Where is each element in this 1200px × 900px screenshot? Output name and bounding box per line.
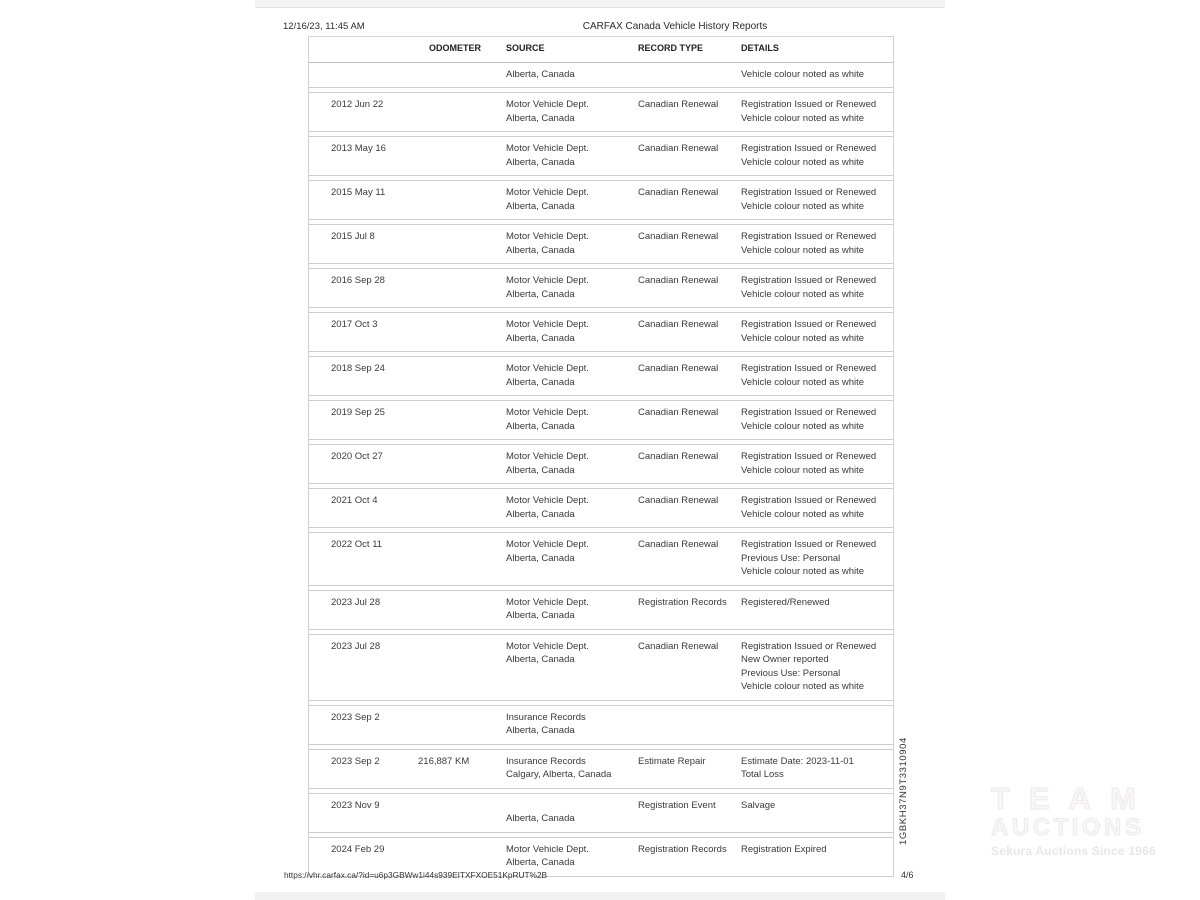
column-header-date [309, 42, 418, 56]
cell-source: Motor Vehicle Dept. Alberta, Canada [506, 143, 589, 168]
cell-record-type: Canadian Renewal [638, 539, 719, 550]
cell-details: Registration Issued or Renewed Vehicle colour noted as white [741, 231, 877, 256]
cell-date: 2022 Oct 11 [331, 539, 383, 550]
cell-date: 2013 May 16 [331, 143, 386, 154]
cell-odometer [418, 799, 506, 826]
cell-record-type: Registration Event [638, 799, 716, 811]
cell-odometer [418, 318, 506, 345]
cell-details: Registration Issued or Renewed Vehicle colour noted as white [741, 451, 877, 476]
cell-odometer [418, 406, 506, 433]
cell-record-type: Canadian Renewal [638, 187, 719, 198]
cell-date: 2023 Nov 9 [331, 799, 380, 811]
cell-record-type: Canadian Renewal [638, 99, 719, 110]
cell-source: Motor Vehicle Dept. Alberta, Canada [506, 596, 589, 621]
watermark-tagline: Sekura Auctions Since 1966 [991, 844, 1156, 858]
table-row [309, 400, 893, 440]
table-row [309, 634, 893, 701]
cell-record-type: Canadian Renewal [638, 143, 719, 154]
cell-details: Registration Issued or Renewed New Owner reported Previous Use: Personal Vehicle colour noted as white [741, 640, 877, 692]
history-table-body [309, 63, 893, 877]
cell-date: 2018 Sep 24 [331, 363, 385, 374]
cell-date: 2024 Feb 29 [331, 843, 385, 855]
cell-date: 2023 Jul 28 [331, 640, 381, 652]
column-header-odometer: ODOMETER [429, 43, 482, 53]
cell-odometer [418, 450, 506, 477]
cell-details: Registration Expired [741, 843, 827, 855]
page-number: 4/6 [901, 870, 914, 880]
table-row [309, 590, 893, 630]
cell-record-type [638, 711, 741, 738]
history-table [308, 36, 894, 877]
table-header-row [309, 37, 893, 63]
cell-record-type: Canadian Renewal [638, 451, 719, 462]
cell-source: Alberta, Canada [506, 813, 575, 824]
cell-details: Registration Issued or Renewed Vehicle colour noted as white [741, 407, 877, 432]
cell-details: Registration Issued or Renewed Vehicle colour noted as white [741, 143, 877, 168]
cell-record-type: Canadian Renewal [638, 407, 719, 418]
table-row [309, 444, 893, 484]
cell-source: Motor Vehicle Dept. Alberta, Canada [506, 539, 589, 564]
cell-source: Motor Vehicle Dept. Alberta, Canada [506, 363, 589, 388]
table-row [309, 532, 893, 586]
cell-odometer [418, 538, 506, 579]
page-top-edge [255, 0, 945, 8]
table-row [309, 180, 893, 220]
cell-record-type: Canadian Renewal [638, 231, 719, 242]
cell-source: Motor Vehicle Dept. Alberta, Canada [506, 640, 589, 665]
table-row [309, 63, 893, 89]
cell-source: Insurance Records Calgary, Alberta, Canada [506, 755, 612, 780]
report-title: CARFAX Canada Vehicle History Reports [582, 21, 768, 32]
table-row [309, 136, 893, 176]
watermark-auctions: AUCTIONS [991, 814, 1145, 841]
footer-url: https://vhr.carfax.ca/?id=u6p3GBWw1i44s939EITXFXOE51KpRUT%2B [284, 870, 548, 880]
cell-odometer [418, 274, 506, 301]
cell-odometer [418, 640, 506, 694]
cell-source: Motor Vehicle Dept. Alberta, Canada [506, 99, 589, 124]
cell-source: Motor Vehicle Dept. Alberta, Canada [506, 451, 589, 476]
watermark-team: TEAM [991, 781, 1155, 816]
cell-odometer [418, 596, 506, 623]
cell-source: Motor Vehicle Dept. Alberta, Canada [506, 231, 589, 256]
cell-odometer [418, 98, 506, 125]
cell-date: 2016 Sep 28 [331, 275, 385, 286]
column-header-record-type: RECORD TYPE [638, 43, 704, 53]
cell-record-type: Canadian Renewal [638, 640, 719, 652]
cell-source: Motor Vehicle Dept. Alberta, Canada [506, 495, 589, 520]
print-timestamp: 12/16/23, 11:45 AM [283, 21, 365, 32]
cell-source: Motor Vehicle Dept. Alberta, Canada [506, 843, 589, 868]
cell-details: Registration Issued or Renewed Vehicle colour noted as white [741, 495, 877, 520]
cell-odometer [418, 362, 506, 389]
cell-details: Registration Issued or Renewed Vehicle colour noted as white [741, 187, 877, 212]
cell-record-type: Canadian Renewal [638, 275, 719, 286]
table-row [309, 793, 893, 833]
cell-record-type: Canadian Renewal [638, 363, 719, 374]
cell-details: Salvage [741, 799, 776, 811]
cell-record-type: Estimate Repair [638, 755, 706, 767]
cell-record-type: Canadian Renewal [638, 495, 719, 506]
cell-date: 2021 Oct 4 [331, 495, 378, 506]
cell-date: 2023 Sep 2 [331, 755, 380, 767]
cell-odometer: 216,887 KM [418, 755, 470, 767]
cell-odometer [418, 186, 506, 213]
table-row [309, 92, 893, 132]
table-row [309, 705, 893, 745]
cell-details: Registration Issued or Renewed Vehicle colour noted as white [741, 275, 877, 300]
cell-date: 2015 May 11 [331, 187, 386, 198]
column-header-source: SOURCE [506, 43, 545, 53]
cell-details: Vehicle colour noted as white [741, 68, 865, 80]
cell-record-type: Registration Records [638, 843, 727, 855]
table-row [309, 224, 893, 264]
column-header-details: DETAILS [741, 43, 779, 53]
cell-source: Alberta, Canada [506, 68, 575, 80]
table-row [309, 749, 893, 789]
table-row [309, 356, 893, 396]
cell-details: Registration Issued or Renewed Vehicle colour noted as white [741, 363, 877, 388]
cell-source: Motor Vehicle Dept. Alberta, Canada [506, 407, 589, 432]
table-row [309, 312, 893, 352]
cell-date [309, 68, 418, 82]
cell-date: 2015 Jul 8 [331, 231, 375, 242]
cell-date: 2017 Oct 3 [331, 319, 378, 330]
cell-details: Estimate Date: 2023-11-01 Total Loss [741, 755, 854, 780]
table-row [309, 488, 893, 528]
cell-odometer [418, 142, 506, 169]
cell-odometer [418, 711, 506, 738]
cell-date: 2023 Sep 2 [331, 711, 380, 723]
cell-date: 2023 Jul 28 [331, 596, 381, 608]
cell-details: Registration Issued or Renewed Vehicle colour noted as white [741, 99, 877, 124]
page-bottom-edge [255, 892, 945, 900]
cell-odometer [418, 494, 506, 521]
cell-source: Insurance Records Alberta, Canada [506, 711, 586, 736]
cell-details: Registered/Renewed [741, 596, 830, 608]
cell-source: Motor Vehicle Dept. Alberta, Canada [506, 319, 589, 344]
cell-source: Motor Vehicle Dept. Alberta, Canada [506, 187, 589, 212]
cell-date: 2012 Jun 22 [331, 99, 384, 110]
cell-details: Registration Issued or Renewed Previous Use: Personal Vehicle colour noted as white [741, 539, 877, 577]
cell-record-type: Registration Records [638, 596, 727, 608]
cell-date: 2019 Sep 25 [331, 407, 385, 418]
cell-date: 2020 Oct 27 [331, 451, 383, 462]
cell-details: Registration Issued or Renewed Vehicle colour noted as white [741, 319, 877, 344]
cell-record-type: Canadian Renewal [638, 319, 719, 330]
cell-record-type [638, 68, 741, 82]
cell-source: Motor Vehicle Dept. Alberta, Canada [506, 275, 589, 300]
cell-odometer [418, 68, 506, 82]
table-row [309, 268, 893, 308]
cell-odometer [418, 843, 506, 870]
vin-vertical-text: 1GBKH37N9T3310904 [898, 737, 909, 845]
cell-details [741, 711, 893, 738]
cell-odometer [418, 230, 506, 257]
